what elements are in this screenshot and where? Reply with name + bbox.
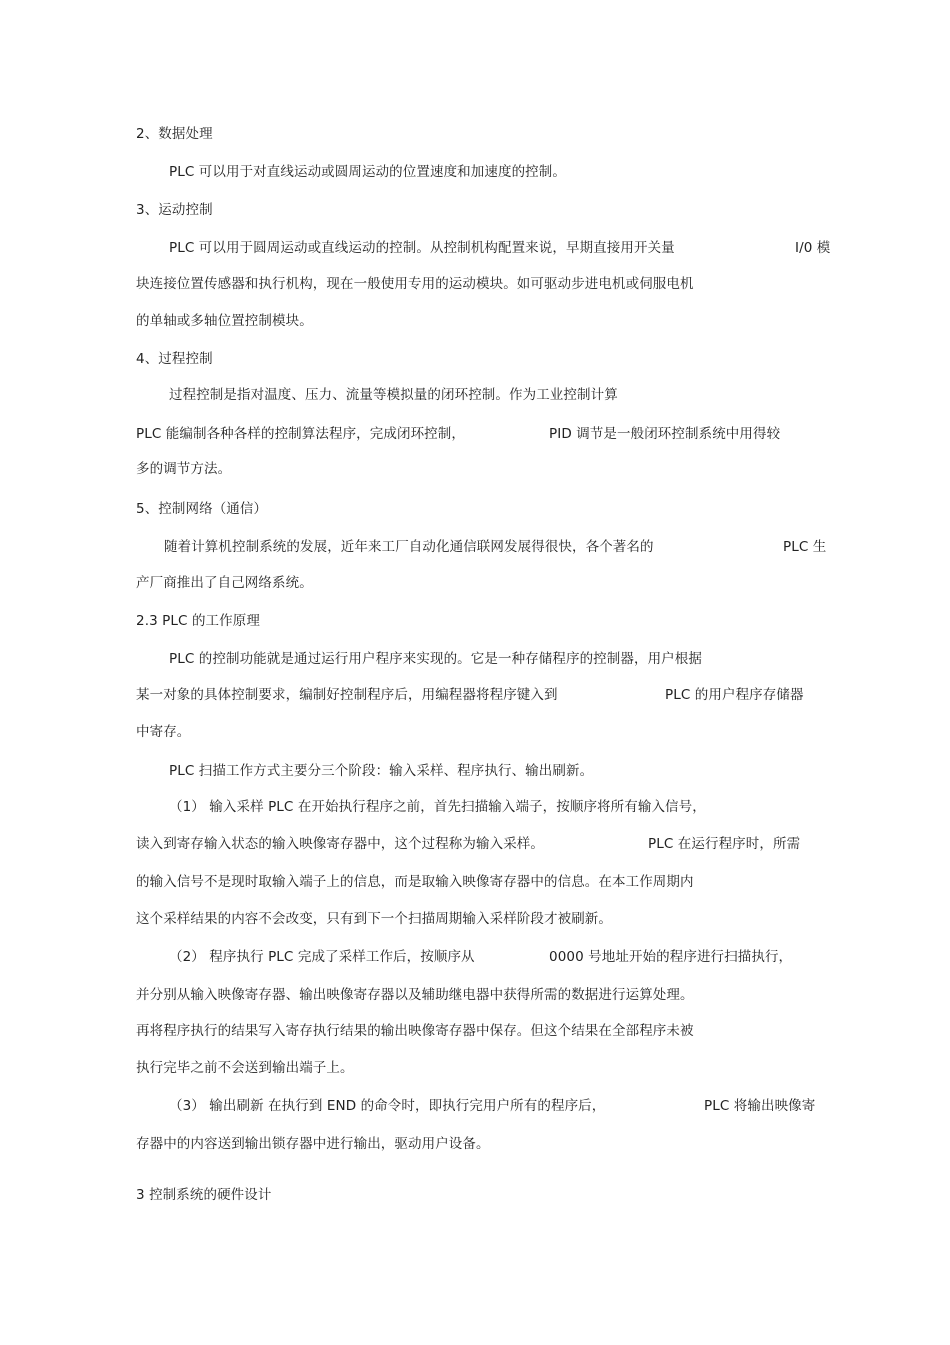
- paragraph-line-fragment: I/0 模: [795, 240, 831, 256]
- section-heading-plc-principle: 2.3 PLC 的工作原理: [136, 613, 260, 629]
- paragraph-line: 的输入信号不是现时取输入端子上的信息，而是取输入映像寄存器中的信息。在本工作周期内: [136, 874, 694, 890]
- paragraph-line: 某一对象的具体控制要求，编制好控制程序后，用编程器将程序键入到: [136, 687, 558, 703]
- paragraph-line: （3） 输出刷新 在执行到 END 的命令时，即执行完用户所有的程序后，: [169, 1098, 606, 1114]
- paragraph-line: （1） 输入采样 PLC 在开始执行程序之前，首先扫描输入端子，按顺序将所有输入信号，: [169, 799, 706, 815]
- section-heading-process-control: 4、过程控制: [136, 351, 213, 367]
- paragraph-line: PLC 扫描工作方式主要分三个阶段：输入采样、程序执行、输出刷新。: [169, 763, 594, 779]
- paragraph-line: 的单轴或多轴位置控制模块。: [136, 313, 313, 329]
- paragraph-line: PLC 的控制功能就是通过运行用户程序来实现的。它是一种存储程序的控制器，用户根据: [169, 651, 702, 667]
- paragraph-line-fragment: PLC 的用户程序存储器: [665, 687, 804, 703]
- paragraph-line: 块连接位置传感器和执行机构，现在一般使用专用的运动模块。如可驱动步进电机或伺服电机: [136, 276, 694, 292]
- paragraph-line: 多的调节方法。: [136, 461, 232, 477]
- paragraph-line: 产厂商推出了自己网络系统。: [136, 575, 313, 591]
- paragraph-line: PLC 可以用于对直线运动或圆周运动的位置速度和加速度的控制。: [169, 164, 566, 180]
- paragraph-line: 中寄存。: [136, 724, 191, 740]
- section-heading-motion-control: 3、运动控制: [136, 202, 213, 218]
- paragraph-line: 读入到寄存输入状态的输入映像寄存器中，这个过程称为输入采样。: [136, 836, 544, 852]
- paragraph-line: 存器中的内容送到输出锁存器中进行输出，驱动用户设备。: [136, 1136, 490, 1152]
- section-heading-control-network: 5、控制网络（通信）: [136, 501, 268, 517]
- paragraph-line: 并分别从输入映像寄存器、输出映像寄存器以及辅助继电器中获得所需的数据进行运算处理。: [136, 987, 694, 1003]
- paragraph-line: 再将程序执行的结果写入寄存执行结果的输出映像寄存器中保存。但这个结果在全部程序未被: [136, 1023, 694, 1039]
- paragraph-line-fragment: PLC 将输出映像寄: [704, 1098, 816, 1114]
- paragraph-line-fragment: PLC 在运行程序时，所需: [648, 836, 801, 852]
- paragraph-line-fragment: 0000 号地址开始的程序进行扫描执行，: [549, 949, 793, 965]
- section-heading-hardware-design: 3 控制系统的硬件设计: [136, 1187, 272, 1203]
- section-heading-data-processing: 2、数据处理: [136, 126, 213, 142]
- paragraph-line-fragment: PID 调节是一般闭环控制系统中用得较: [549, 426, 781, 442]
- paragraph-line: PLC 可以用于圆周运动或直线运动的控制。从控制机构配置来说，早期直接用开关量: [169, 240, 675, 256]
- paragraph-line: 这个采样结果的内容不会改变，只有到下一个扫描周期输入采样阶段才被刷新。: [136, 911, 612, 927]
- paragraph-line: 过程控制是指对温度、压力、流量等模拟量的闭环控制。作为工业控制计算: [169, 387, 618, 403]
- paragraph-line: 随着计算机控制系统的发展，近年来工厂自动化通信联网发展得很快，各个著名的: [164, 539, 654, 555]
- paragraph-line: PLC 能编制各种各样的控制算法程序，完成闭环控制，: [136, 426, 465, 442]
- paragraph-line: 执行完毕之前不会送到输出端子上。: [136, 1060, 354, 1076]
- paragraph-line-fragment: PLC 生: [783, 539, 827, 555]
- paragraph-line: （2） 程序执行 PLC 完成了采样工作后，按顺序从: [169, 949, 475, 965]
